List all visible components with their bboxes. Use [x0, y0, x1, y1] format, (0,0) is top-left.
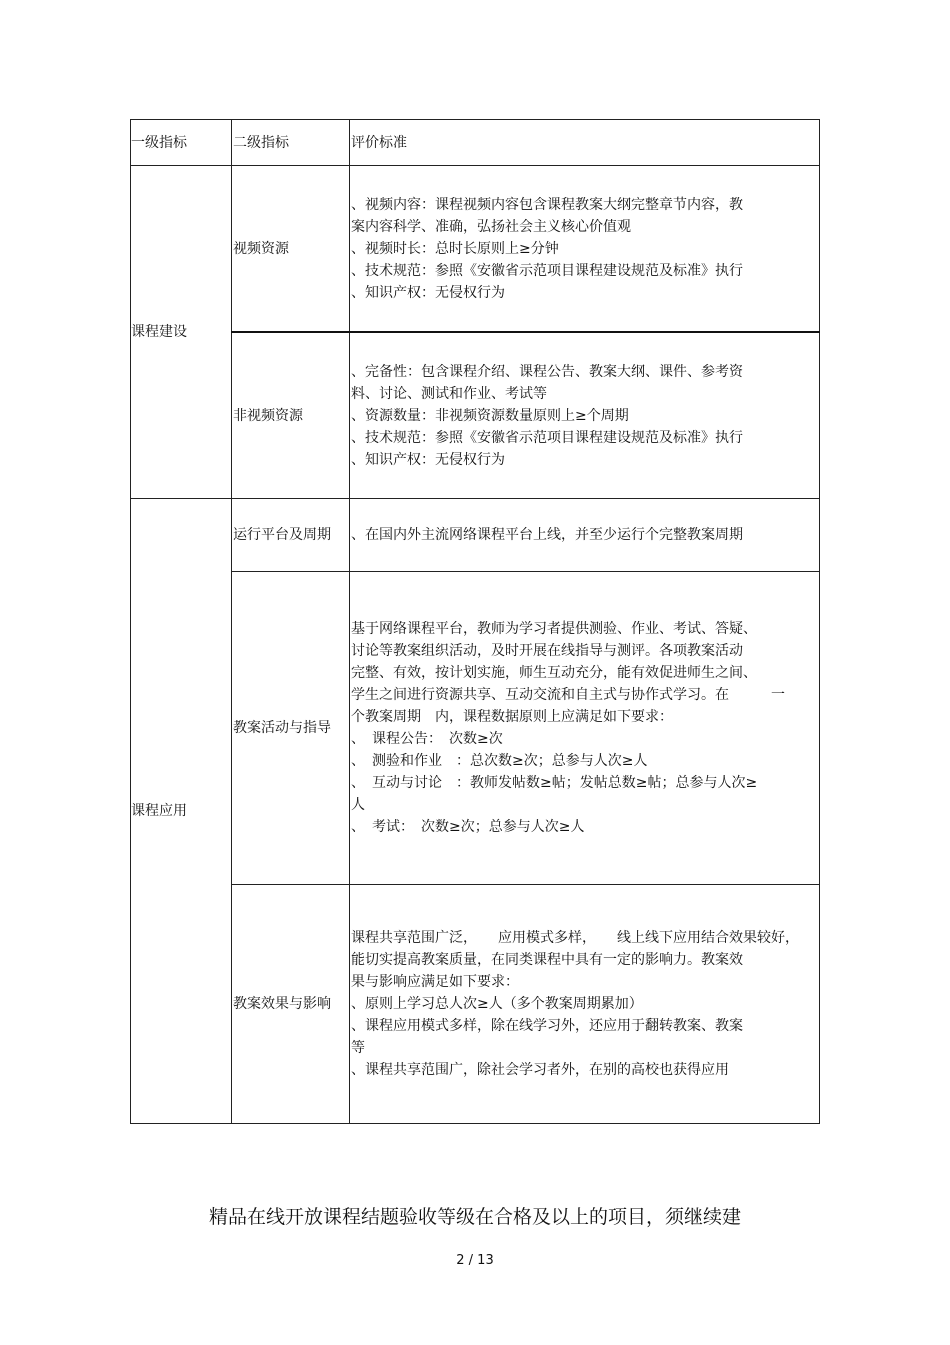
criteria-platform-period: [350, 499, 820, 572]
level1-course-application: 课程应用: [131, 499, 232, 1124]
table-row: [131, 572, 820, 885]
table-row: [131, 166, 820, 333]
criteria-line: 、视频内容：课程视频内容包含课程教案大纲完整章节内容，教: [351, 196, 743, 213]
criteria-line: 果与影响应满足如下要求：: [351, 974, 519, 990]
criteria-video-resources: [350, 166, 820, 333]
criteria-line: 、 课程公告： 次数≥次: [351, 731, 503, 747]
header-level1: 一级指标: [131, 120, 232, 166]
criteria-line: 、完备性：包含课程介绍、课程公告、教案大纲、课件、参考资: [351, 363, 743, 380]
criteria-line: 完整、有效，按计划实施，师生互动充分，能有效促进师生之间、: [351, 665, 757, 681]
level2-video-resources: 视频资源: [232, 166, 350, 333]
table-header-row: [131, 120, 820, 166]
criteria-nonvideo-resources: [350, 332, 820, 499]
criteria-line: 、课程应用模式多样，除在线学习外，还应用于翻转教案、教案: [351, 1018, 743, 1034]
criteria-line: 学生之间进行资源共享、互动交流和自主式与协作式学习。在 一: [351, 687, 785, 703]
criteria-line: 、资源数量：非视频资源数量原则上≥个周期: [351, 407, 629, 424]
table-row: [131, 885, 820, 1124]
footer-paragraph: 精品在线开放课程结题验收等级在合格及以上的项目，须继续建: [208, 1206, 741, 1228]
criteria-teaching-effect: [350, 885, 820, 1124]
level2-teaching-effect: 教案效果与影响: [232, 885, 350, 1124]
criteria-line: 、技术规范：参照《安徽省示范项目课程建设规范及标准》执行: [351, 262, 743, 279]
criteria-line: 讨论等教案组织活动，及时开展在线指导与测评。各项教案活动: [351, 643, 743, 659]
criteria-line: 人: [351, 797, 365, 813]
criteria-line: 课程共享范围广泛， 应用模式多样， 线上线下应用结合效果较好，: [351, 930, 799, 946]
criteria-line: 、原则上学习总人次≥人（多个教案周期累加）: [351, 996, 643, 1012]
criteria-line: 案内容科学、准确，弘扬社会主义核心价值观: [351, 218, 631, 235]
criteria-line: 、知识产权：无侵权行为: [351, 451, 505, 468]
criteria-line: 、课程共享范围广，除社会学习者外，在别的高校也获得应用: [351, 1062, 729, 1078]
criteria-line: 等: [351, 1040, 365, 1056]
table-row: [131, 332, 820, 499]
level2-nonvideo-resources: 非视频资源: [232, 332, 350, 499]
level2-teaching-activities: 教案活动与指导: [232, 572, 350, 885]
page-number: 2 / 13: [456, 1253, 494, 1268]
header-level2: 二级指标: [232, 120, 350, 166]
criteria-line: 个教案周期 内，课程数据原则上应满足如下要求：: [351, 709, 673, 725]
table-row: [131, 499, 820, 572]
criteria-line: 、在国内外主流网络课程平台上线，并至少运行个完整教案周期: [351, 527, 743, 543]
criteria-line: 、知识产权：无侵权行为: [351, 284, 505, 301]
criteria-line: 料、讨论、测试和作业、考试等: [351, 385, 547, 402]
criteria-line: 、 考试： 次数≥次；总参与人次≥人: [351, 819, 585, 835]
criteria-line: 、 互动与讨论 ：教师发帖数≥帖；发帖总数≥帖；总参与人次≥: [351, 775, 758, 791]
header-criteria: 评价标准: [350, 120, 820, 166]
criteria-line: 、视频时长：总时长原则上≥分钟: [351, 240, 559, 257]
criteria-line: 基于网络课程平台，教师为学习者提供测验、作业、考试、答疑、: [351, 621, 757, 637]
criteria-line: 能切实提高教案质量，在同类课程中具有一定的影响力。教案效: [351, 952, 743, 968]
criteria-teaching-activities: [350, 572, 820, 885]
level2-platform-period: 运行平台及周期: [232, 499, 350, 572]
criteria-line: 、技术规范：参照《安徽省示范项目课程建设规范及标准》执行: [351, 429, 743, 446]
criteria-line: 、 测验和作业 ：总次数≥次；总参与人次≥人: [351, 753, 648, 769]
level1-course-construction: 课程建设: [131, 166, 232, 499]
evaluation-table: [130, 119, 820, 1124]
